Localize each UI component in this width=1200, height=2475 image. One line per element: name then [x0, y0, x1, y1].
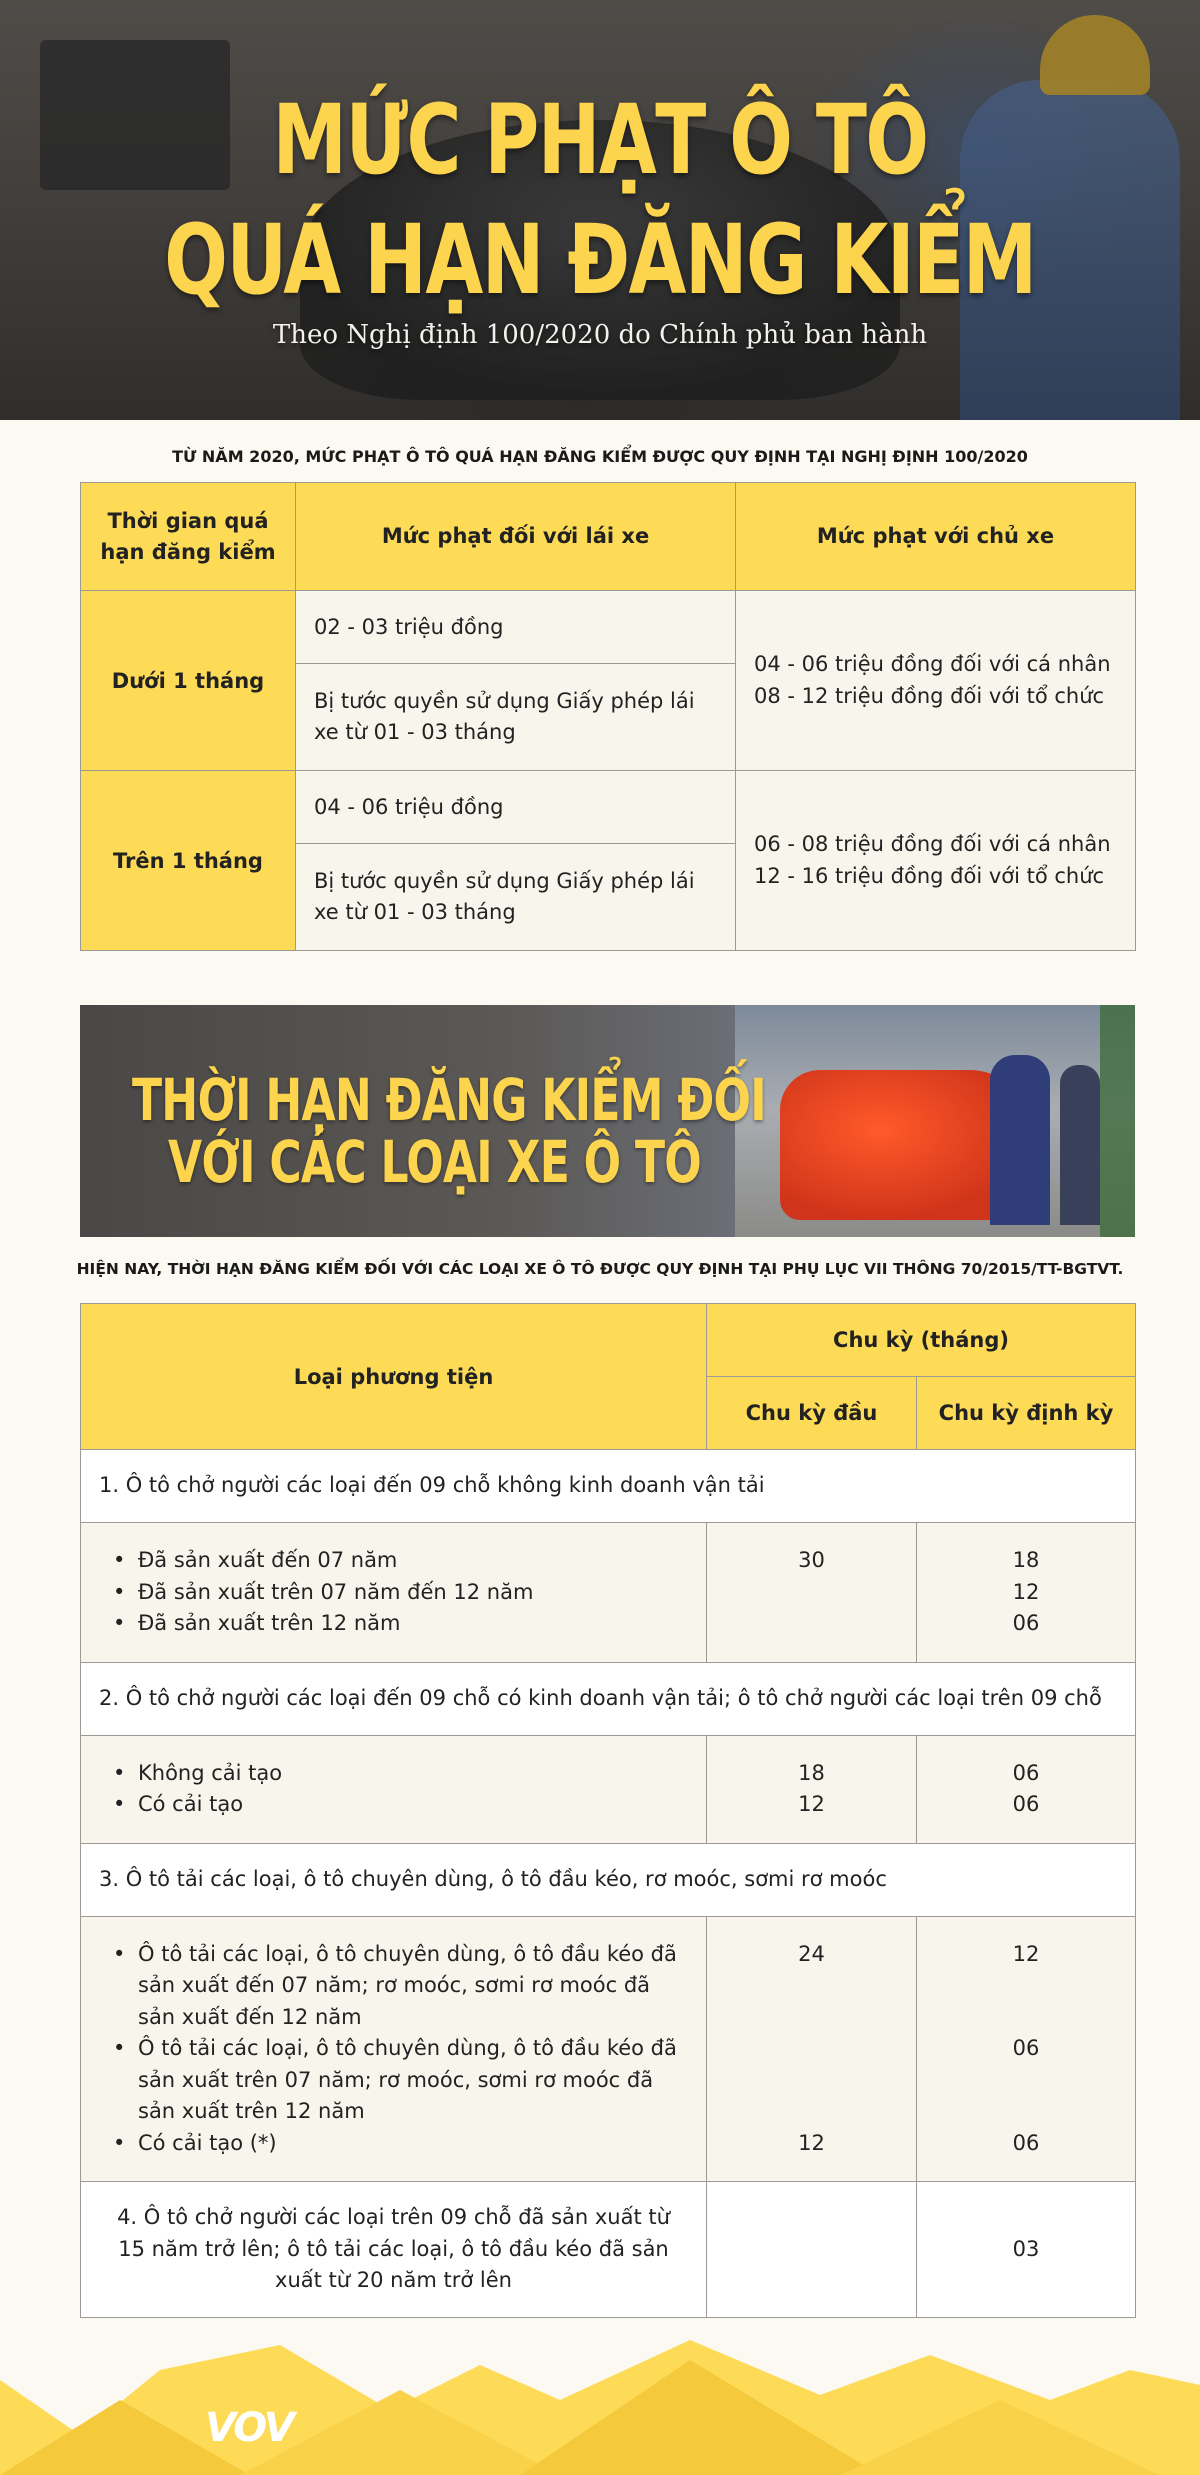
cycle-value: 12 — [1012, 1941, 1040, 1966]
header-first-cycle: Chu kỳ đầu — [707, 1377, 917, 1450]
footer-mountains — [0, 2340, 1200, 2475]
fines-header-row — [81, 483, 1136, 591]
cycle-value — [917, 2096, 1135, 2128]
cycle-value: 06 — [1012, 1611, 1040, 1635]
cycle-value — [917, 2065, 1135, 2097]
cycle-value — [707, 2033, 916, 2065]
cycle-value: 30 — [798, 1548, 825, 1572]
first-cycle-values — [707, 1916, 917, 2182]
owner-fine-organization: 12 - 16 triệu đồng đối với tổ chức — [754, 863, 1105, 888]
header-driver-fine: Mức phạt đối với lái xe — [296, 483, 736, 591]
owner-fine-organization: 08 - 12 triệu đồng đối với tổ chức — [754, 683, 1105, 708]
table-row — [81, 591, 1136, 664]
header-vehicle-type: Loại phương tiện — [81, 1304, 707, 1450]
banner-tree — [1100, 1005, 1135, 1237]
header-periodic-cycle: Chu kỳ định kỳ — [917, 1377, 1136, 1450]
group-row — [81, 1450, 1136, 1523]
header-period: Thời gian quá hạn đăng kiểm — [81, 483, 296, 591]
owner-fine-individual: 04 - 06 triệu đồng đối với cá nhân — [754, 652, 1111, 676]
owner-fine — [736, 771, 1136, 951]
periodic-cycle-values — [917, 1916, 1136, 2182]
cycle-value — [917, 1970, 1135, 2002]
list-item: • Đã sản xuất trên 07 năm đến 12 năm — [101, 1577, 688, 1609]
table-row — [81, 1916, 1136, 2182]
periodic-cycle-values — [917, 1523, 1136, 1663]
driver-fine-amount: 02 - 03 triệu đồng — [296, 591, 736, 664]
hero-title-line1: MỨC PHẠT Ô TÔ — [272, 84, 928, 196]
list-item: • Có cải tạo — [101, 1789, 688, 1821]
row-period: Dưới 1 tháng — [81, 591, 296, 771]
first-cycle-values — [707, 1735, 917, 1843]
cycle-value: 24 — [798, 1941, 825, 1966]
cycle-value — [707, 2065, 916, 2097]
row-period: Trên 1 tháng — [81, 771, 296, 951]
cycle-value: 12 — [798, 1792, 825, 1816]
inspection-header-row — [81, 1304, 1136, 1377]
group-items — [81, 1735, 707, 1843]
group-items — [81, 1916, 707, 2182]
table-row — [81, 1735, 1136, 1843]
banner-title-line1: THỜI HẠN ĐĂNG KIỂM ĐỐI — [132, 1066, 766, 1134]
cycle-value: 06 — [1012, 1760, 1040, 1785]
table-row — [81, 1523, 1136, 1663]
cycle-value: 18 — [798, 1760, 825, 1785]
hero-title-line2: QUÁ HẠN ĐĂNG KIỂM — [164, 204, 1036, 316]
banner-person — [990, 1055, 1050, 1225]
list-item: • Ô tô tải các loại, ô tô chuyên dùng, ô tô đầu kéo đã sản xuất đến 07 năm; rơ moóc, sơmi rơ moóc đã sản xuất đến 12 năm — [101, 1939, 688, 2034]
group-row — [81, 1843, 1136, 1916]
header-owner-fine: Mức phạt với chủ xe — [736, 483, 1136, 591]
list-item: • Có cải tạo (*) — [101, 2128, 688, 2160]
driver-license-penalty: Bị tước quyền sử dụng Giấy phép lái xe từ 01 - 03 tháng — [296, 844, 736, 951]
cycle-value: 12 — [798, 2130, 825, 2155]
cycle-value: 06 — [1012, 2036, 1040, 2060]
list-item: • Đã sản xuất đến 07 năm — [101, 1545, 688, 1577]
banner-person — [1060, 1065, 1100, 1225]
cycle-value — [707, 2002, 916, 2034]
hero-subtitle: Theo Nghị định 100/2020 do Chính phủ ban hành — [272, 320, 928, 350]
cycle-value — [917, 2002, 1135, 2034]
vov-logo: VOV — [205, 2405, 293, 2451]
group-row — [81, 1662, 1136, 1735]
banner-title-line2: VỚI CÁC LOẠI XE Ô TÔ — [168, 1128, 701, 1196]
header-cycle: Chu kỳ (tháng) — [707, 1304, 1136, 1377]
hero-banner — [0, 0, 1200, 420]
list-item: • Không cải tạo — [101, 1758, 688, 1790]
cycle-value — [707, 1970, 916, 2002]
cycle-value: 12 — [1012, 1579, 1040, 1604]
inspection-caption: HIỆN NAY, THỜI HẠN ĐĂNG KIỂM ĐỐI VỚI CÁC LOẠI XE Ô TÔ ĐƯỢC QUY ĐỊNH TẠI PHỤ LỤC VII THÔNG 70/2015/TT-BGTVT. — [76, 1260, 1124, 1278]
list-item: • Ô tô tải các loại, ô tô chuyên dùng, ô tô đầu kéo đã sản xuất trên 07 năm; rơ moóc, sơmi rơ moóc đã sản xuất trên 12 năm — [101, 2033, 688, 2128]
cycle-value: 18 — [1012, 1548, 1040, 1572]
driver-license-penalty: Bị tước quyền sử dụng Giấy phép lái xe từ 01 - 03 tháng — [296, 664, 736, 771]
cycle-value: 06 — [1012, 2130, 1040, 2155]
group-title: 1. Ô tô chở người các loại đến 09 chỗ không kinh doanh vận tải — [81, 1450, 1136, 1523]
fines-caption: TỪ NĂM 2020, MỨC PHẠT Ô TÔ QUÁ HẠN ĐĂNG KIỂM ĐƯỢC QUY ĐỊNH TẠI NGHỊ ĐỊNH 100/2020 — [172, 447, 1028, 466]
group-title: 4. Ô tô chở người các loại trên 09 chỗ đã sản xuất từ 15 năm trở lên; ô tô tải các loại, ô tô đầu kéo đã sản xuất từ 20 năm trở lên — [81, 2182, 707, 2318]
group-title: 2. Ô tô chở người các loại đến 09 chỗ có kinh doanh vận tải; ô tô chở người các loại trên 09 chỗ — [81, 1662, 1136, 1735]
driver-fine-amount: 04 - 06 triệu đồng — [296, 771, 736, 844]
owner-fine — [736, 591, 1136, 771]
periodic-cycle-value: 03 — [917, 2182, 1136, 2318]
table-row — [81, 2182, 1136, 2318]
cycle-value — [707, 2096, 916, 2128]
cycle-value: 06 — [1012, 1792, 1040, 1816]
group-title: 3. Ô tô tải các loại, ô tô chuyên dùng, ô tô đầu kéo, rơ moóc, sơmi rơ moóc — [81, 1843, 1136, 1916]
fines-table — [80, 482, 1136, 951]
first-cycle-values — [707, 1523, 917, 1663]
first-cycle-value — [707, 2182, 917, 2318]
group-items — [81, 1523, 707, 1663]
owner-fine-individual: 06 - 08 triệu đồng đối với cá nhân — [754, 832, 1111, 856]
list-item: • Đã sản xuất trên 12 năm — [101, 1608, 688, 1640]
inspection-table — [80, 1303, 1136, 2318]
table-row — [81, 771, 1136, 844]
periodic-cycle-values — [917, 1735, 1136, 1843]
section-banner — [80, 1005, 1135, 1237]
